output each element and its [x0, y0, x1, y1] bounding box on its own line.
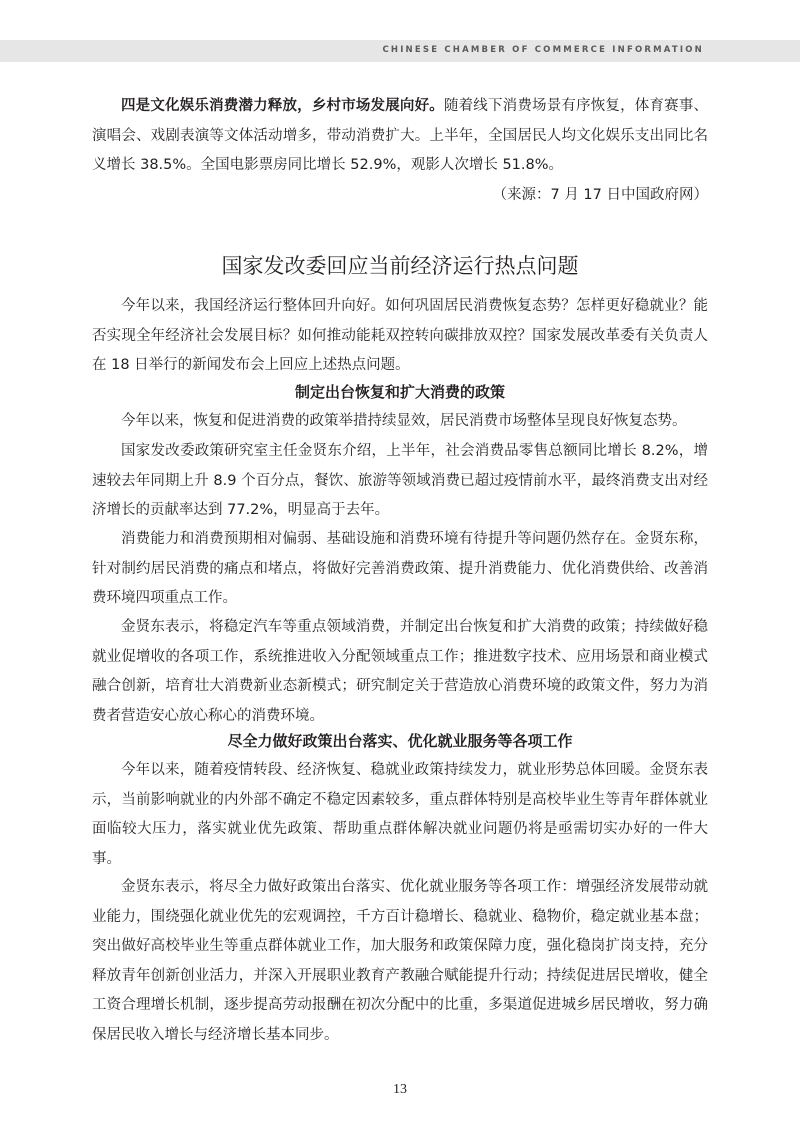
- publication-name: CHINESE CHAMBER OF COMMERCE INFORMATION: [382, 45, 704, 55]
- section1-paragraph-2: 国家发改委政策研究室主任金贤东介绍，上半年，社会消费品零售总额同比增长 8.2%，增速较去年同期上升 8.9 个百分点，餐饮、旅游等领域消费已超过疫情前水平，最终消费支出对经济增长的贡献率达到 77.2%，明显高于去年。: [92, 443, 708, 518]
- section2-paragraph-1: 今年以来，随着疫情转段、经济恢复、稳就业政策持续发力，就业形势总体回暖。金贤东表示，当前影响就业的内外部不确定不稳定因素较多，重点群体特别是高校毕业生等青年群体就业面临较大压力，落实就业优先政策、帮助重点群体解决就业问题仍将是亟需切实办好的一件大事。: [92, 762, 708, 867]
- section2-paragraph-2: 金贤东表示，将尽全力做好政策出台落实、优化就业服务等各项工作：增强经济发展带动就业能力，围绕强化就业优先的宏观调控，千方百计稳增长、稳就业、稳物价，稳定就业基本盘；突出做好高校毕业生等重点群体就业工作，加大服务和政策保障力度，强化稳岗扩岗支持，充分释放青年创新创业活力，并深入开展职业教育产教融合赋能提升行动；持续促进居民增收，健全工资合理增长机制，逐步提高劳动报酬在初次分配中的比重，多渠道促进城乡居民增收，努力确保居民收入增长与经济增长基本同步。: [92, 879, 708, 1043]
- intro-body: 随着线下消费场景有序恢复，体育赛事、演唱会、戏剧表演等文体活动增多，带动消费扩大。上半年，全国居民人均文化娱乐支出同比名义增长 38.5%。全国电影票房同比增长 52.9%，观影人次增长 51.8%。: [92, 98, 709, 173]
- section1-paragraph-4: 金贤东表示，将稳定汽车等重点领域消费，并制定出台恢复和扩大消费的政策；持续做好稳就业促增收的各项工作，系统推进收入分配领域重点工作；推进数字技术、应用场景和商业模式融合创新，培育壮大消费新业态新模式；研究制定关于营造放心消费环境的政策文件，努力为消费者营造安心放心称心的消费环境。: [92, 619, 708, 724]
- section1-heading: 制定出台恢复和扩大消费的政策: [294, 383, 505, 401]
- section2-heading: 尽全力做好政策出台落实、优化就业服务等各项工作: [227, 732, 573, 750]
- section1-paragraph-1: 今年以来，恢复和促进消费的政策举措持续显效，居民消费市场整体呈现良好恢复态势。: [121, 413, 687, 429]
- source-citation: （来源：7 月 17 日中国政府网）: [492, 187, 708, 203]
- header-band: [0, 40, 800, 62]
- article-title: 国家发改委回应当前经济运行热点问题: [221, 254, 579, 278]
- intro-paragraph: [92, 92, 708, 181]
- intro-bold-lead: 四是文化娱乐消费潜力释放，乡村市场发展向好。: [121, 98, 444, 114]
- page-number: 13: [393, 1082, 407, 1097]
- section1-paragraph-3: 消费能力和消费预期相对偏弱、基础设施和消费环境有待提升等问题仍然存在。金贤东称，针对制约居民消费的痛点和堵点，将做好完善消费政策、提升消费能力、优化消费供给、改善消费环境四项重点工作。: [92, 531, 708, 606]
- article-lead-paragraph: 今年以来，我国经济运行整体回升向好。如何巩固居民消费恢复态势？怎样更好稳就业？能否实现全年经济社会发展目标？如何推动能耗双控转向碳排放双控？国家发展改革委有关负责人在 18 日举行的新闻发布会上回应上述热点问题。: [92, 298, 708, 373]
